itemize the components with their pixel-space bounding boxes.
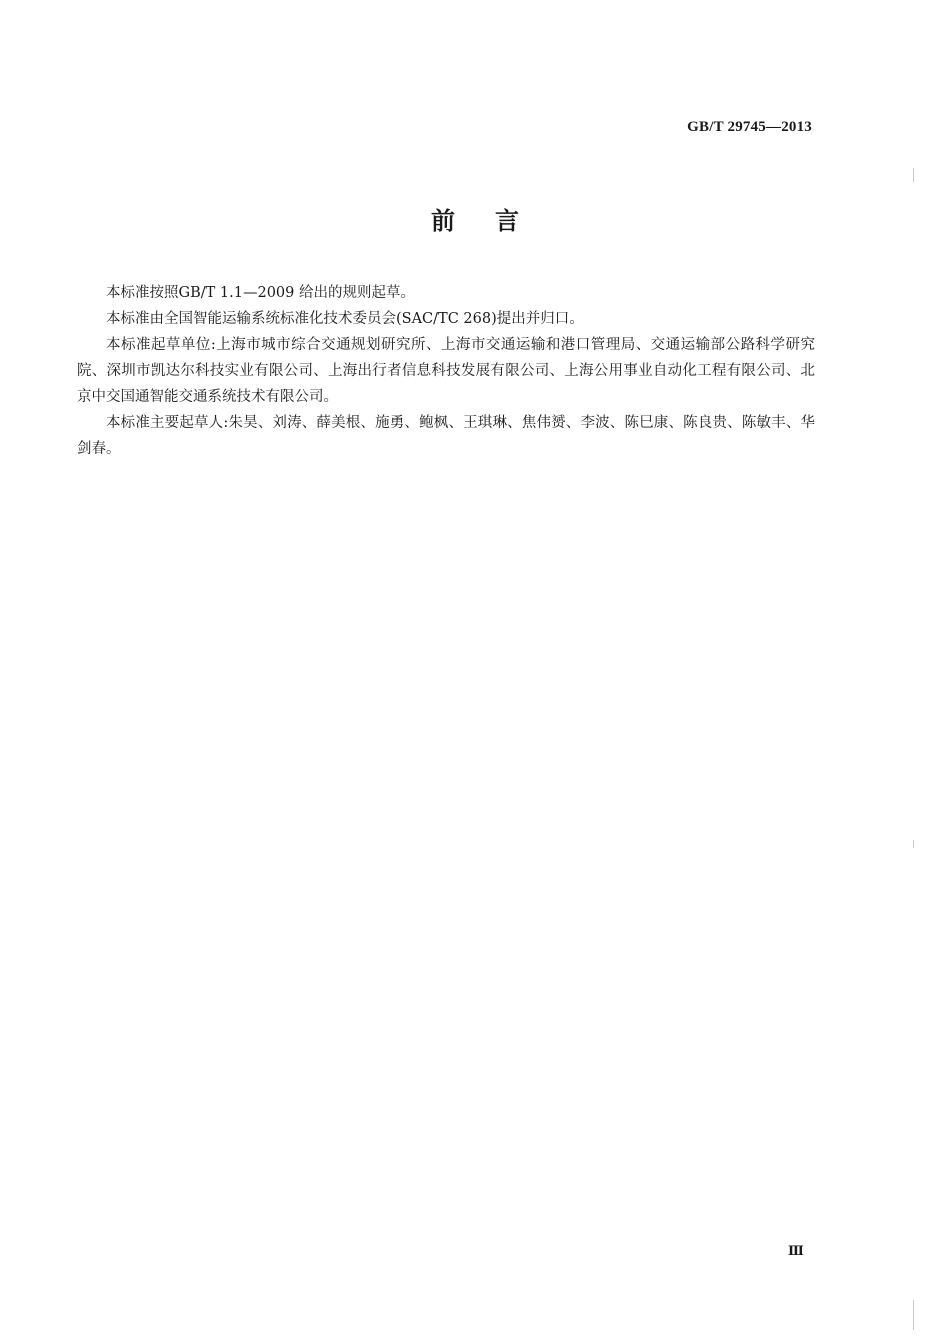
- standard-number: GB/T 29745—2013: [687, 119, 812, 135]
- foreword-body: [77, 280, 815, 462]
- scan-edge-mark: [913, 840, 914, 848]
- paragraph-drafters: 本标准主要起草人:朱昊、刘涛、薛美根、施勇、鲍枫、王琪琳、焦伟赟、李波、陈巳康、陈良贵、陈敏丰、华剑春。: [77, 415, 815, 457]
- page-title: 前言: [431, 206, 559, 235]
- paragraph-proposer: 本标准由全国智能运输系统标准化技术委员会(SAC/TC 268)提出并归口。: [106, 311, 584, 327]
- paragraph-drafting-rules: 本标准按照GB/T 1.1—2009 给出的规则起草。: [106, 285, 415, 301]
- scan-edge-mark: [913, 168, 914, 182]
- paragraph-drafting-units: 本标准起草单位:上海市城市综合交通规划研究所、上海市交通运输和港口管理局、交通运输部公路科学研究院、深圳市凯达尔科技实业有限公司、上海出行者信息科技发展有限公司、上海公用事业自动化工程有限公司、北京中交国通智能交通系统技术有限公司。: [77, 337, 815, 405]
- page-number: Ⅲ: [788, 1243, 804, 1258]
- scan-edge-mark: [913, 1300, 914, 1330]
